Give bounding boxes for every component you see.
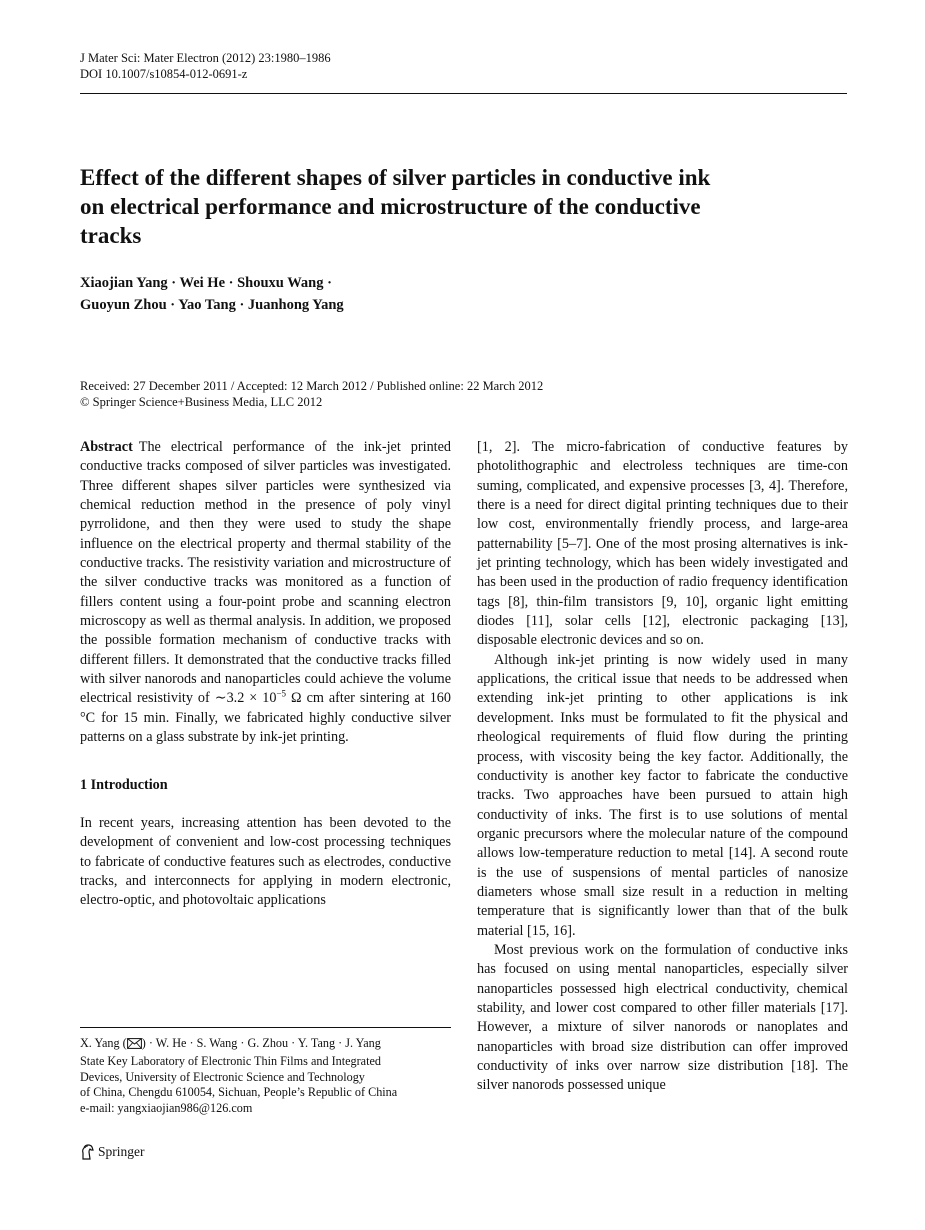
affiliation-line-3: of China, Chengdu 610054, Sichuan, People’s Republic of China	[80, 1085, 398, 1100]
article-title	[80, 163, 847, 250]
section-heading-introduction: 1 Introduction	[80, 776, 168, 793]
authors-line-1: Xiaojian Yang · Wei He · Shouxu Wang ·	[80, 275, 332, 291]
publication-history	[80, 378, 847, 410]
email[interactable]: e-mail: yangxiaojian986@126.com	[80, 1101, 253, 1116]
publisher-footer	[80, 1144, 145, 1160]
copyright: © Springer Science+Business Media, LLC 2012	[80, 395, 323, 409]
intro-paragraph-1: In recent years, increasing attention has been devoted to the development of convenient and low-cost processing techniques to fabricate of conductive features such as electrodes, conductive tracks, and interconnects for applying in modern electronic, electro-optic, and photovoltaic applications	[80, 814, 451, 909]
publisher-name: Springer	[98, 1144, 145, 1159]
affiliation-line-2: Devices, University of Electronic Science and Technology	[80, 1069, 365, 1084]
footnote-authors: X. Yang ( ) · W. He · S. Wang · G. Zhou · Y. Tang · J. Yang	[80, 1036, 451, 1054]
intro-paragraph-2: Although ink-jet printing is now widely used in many applications, the critical issue that needs to be addressed when extending ink-jet printing to other applications is ink development. Inks must be formulated to fit the physical and rheological requirements of fluid flow during the printing process, with viscosity being the key factor. Additionally, the conductivity is another key factor to fabricate the conductive tracks. Two approaches have been pursued to attain high conductivity of inks. The first is to use solutions of mental organic precursors where the molecular nature of the compound allows low-temperature reduction to metal [14]. A second route is the use of suspensions of mental particles of nanosize diameters whose small size result in a reduction in melting temperature that is significantly lower than that of the bulk material [15, 16].	[477, 651, 848, 939]
abstract-text-end: after sintering at 160 °C for 15 min. Finally, we fabricated highly conductive silver patterns on a glass substrate by ink-jet printing.	[80, 690, 451, 746]
doi[interactable]: DOI 10.1007/s10854-012-0691-z	[80, 67, 248, 81]
header-rule	[80, 93, 847, 94]
authors-line-2: Guoyun Zhou · Yao Tang · Juanhong Yang	[80, 297, 344, 313]
running-header	[80, 50, 331, 82]
envelope-icon	[127, 1038, 142, 1054]
title-line-1: Effect of the different shapes of silver particles in conductive ink	[80, 165, 711, 190]
abstract-heading: Abstract	[80, 439, 133, 455]
author-footnote	[80, 1036, 451, 1117]
resistivity-exponent: −5	[276, 688, 287, 699]
resistivity-unit: Ω cm	[286, 690, 324, 707]
resistivity-value: ∼3.2 × 10	[214, 690, 277, 707]
intro-paragraph-3: Most previous work on the formulation of conductive inks has focused on using mental nanoparticles, especially silver nanoparticles possessed high electrical conductivity, chemical stability, and lower cost compared to other filler materials [17]. However, a mixture of silver nanorods or nanoplates and nanoparticles with broad size distribution can offer improved conductivity of inks over narrow size distribution [18]. The silver nanorods possessed unique	[477, 941, 848, 1094]
abstract-text: The electrical performance of the ink-jet printed conductive tracks composed of silver particles was investigated. Three different shapes silver particles were synthesized via chemical reduction method in the presence of poly vinyl pyrrolidone, and then they were used to study the shape influence on the electrical property and thermal stability of the conductive tracks. The resistivity variation and microstructure of the silver conductive tracks was monitored as a function of fillers content using a four-point probe and scanning electron microscopy as well as thermal analysis. In addition, we proposed the possible formation mechanism of conductive tracks with different fillers. It demonstrated that the conductive tracks filled with silver nanorods and nanoparticles could achieve the volume electrical resistivity of	[80, 439, 451, 707]
footnote-rule	[80, 1027, 451, 1028]
author-list	[80, 272, 847, 316]
date-history: Received: 27 December 2011 / Accepted: 12 March 2012 / Published online: 22 March 2012	[80, 379, 544, 393]
right-column	[477, 438, 848, 1096]
abstract	[80, 438, 451, 748]
intro-paragraph-1-cont: [1, 2]. The micro-fabrication of conductive features by photolithographic and electroless techniques are time-con suming, complicated, and expensive processes [3, 4]. Therefore, there is a need for direct digital printing techniques due to their low cost, environmentally friendly process, and large-area patternability [5–7]. One of the most prosing alternatives is ink-jet printing technology, which has been widely investigated and has been used in the production of radio frequency identification tags [8], thin-film transistors [9, 10], organic light emitting diodes [11], solar cells [12], electronic packaging [13], disposable electronic devices and so on.	[477, 439, 848, 649]
left-column	[80, 438, 451, 911]
affiliation-line-1: State Key Laboratory of Electronic Thin Films and Integrated	[80, 1053, 381, 1068]
journal-citation: J Mater Sci: Mater Electron (2012) 23:1980–1986	[80, 51, 331, 65]
title-line-2: on electrical performance and microstructure of the conductive	[80, 194, 701, 219]
springer-horse-icon	[80, 1144, 94, 1160]
title-line-3: tracks	[80, 223, 142, 248]
